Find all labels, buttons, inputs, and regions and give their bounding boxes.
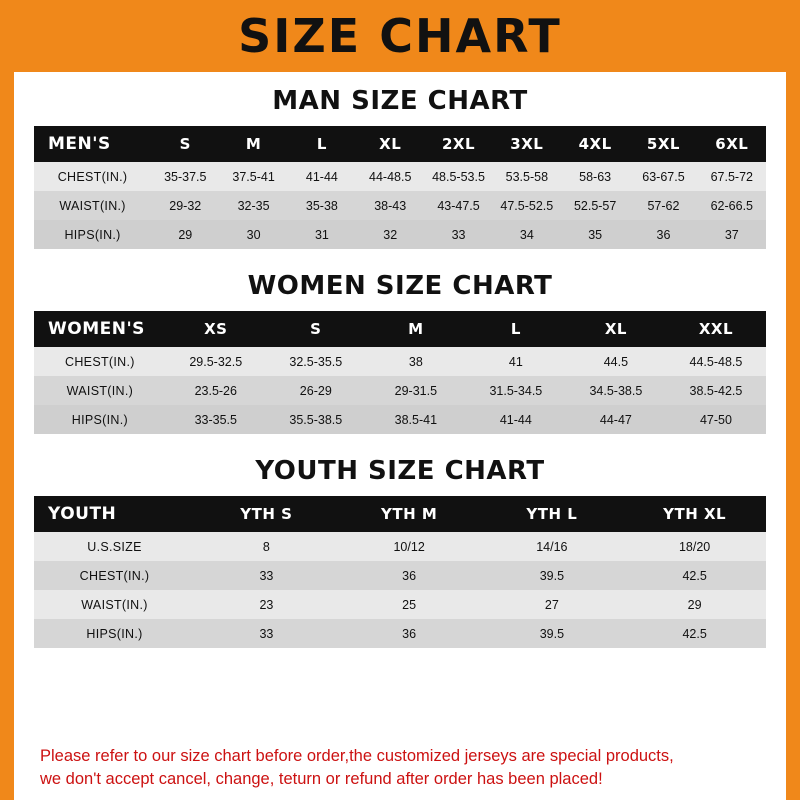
table-cell: 32-35 bbox=[219, 191, 287, 220]
row-label: HIPS(IN.) bbox=[34, 220, 151, 249]
table-row bbox=[34, 561, 766, 590]
table-cell: 35-38 bbox=[288, 191, 356, 220]
table-header-cell: 5XL bbox=[629, 126, 697, 162]
table-cell: 44-47 bbox=[566, 405, 666, 434]
table-cell: 57-62 bbox=[629, 191, 697, 220]
table-header-cell: 2XL bbox=[424, 126, 492, 162]
table-header-cell: L bbox=[466, 311, 566, 347]
row-label: CHEST(IN.) bbox=[34, 347, 166, 376]
table-cell: 29.5-32.5 bbox=[166, 347, 266, 376]
table-header-cell: YTH XL bbox=[623, 496, 766, 532]
youth-size-table bbox=[34, 496, 766, 648]
table-cell: 38.5-41 bbox=[366, 405, 466, 434]
table-header-cell: M bbox=[219, 126, 287, 162]
table-cell: 30 bbox=[219, 220, 287, 249]
table-cell: 36 bbox=[338, 561, 481, 590]
table-cell: 38.5-42.5 bbox=[666, 376, 766, 405]
table-cell: 35.5-38.5 bbox=[266, 405, 366, 434]
women-section-title: WOMEN SIZE CHART bbox=[247, 271, 553, 301]
table-row bbox=[34, 590, 766, 619]
footer-note bbox=[34, 731, 766, 800]
footer-note-line-2: we don't accept cancel, change, teturn or refund after order has been placed! bbox=[40, 769, 603, 788]
row-label: WAIST(IN.) bbox=[34, 191, 151, 220]
table-cell: 31.5-34.5 bbox=[466, 376, 566, 405]
row-label: WAIST(IN.) bbox=[34, 376, 166, 405]
table-header-cell: M bbox=[366, 311, 466, 347]
table-cell: 35 bbox=[561, 220, 629, 249]
table-cell: 26-29 bbox=[266, 376, 366, 405]
table-header-cell: L bbox=[288, 126, 356, 162]
table-cell: 44.5-48.5 bbox=[666, 347, 766, 376]
row-label: CHEST(IN.) bbox=[34, 561, 195, 590]
table-cell: 41-44 bbox=[466, 405, 566, 434]
table-header-cell: YTH S bbox=[195, 496, 338, 532]
table-row bbox=[34, 619, 766, 648]
table-row bbox=[34, 220, 766, 249]
table-cell: 34.5-38.5 bbox=[566, 376, 666, 405]
table-header-cell: YTH L bbox=[481, 496, 624, 532]
row-label: HIPS(IN.) bbox=[34, 405, 166, 434]
table-cell: 38 bbox=[366, 347, 466, 376]
table-cell: 67.5-72 bbox=[698, 162, 766, 191]
page-title: SIZE CHART bbox=[238, 9, 562, 63]
table-cell: 29-31.5 bbox=[366, 376, 466, 405]
table-cell: 37 bbox=[698, 220, 766, 249]
table-header-cell: WOMEN'S bbox=[34, 311, 166, 347]
table-cell: 10/12 bbox=[338, 532, 481, 561]
table-cell: 33-35.5 bbox=[166, 405, 266, 434]
table-cell: 33 bbox=[195, 619, 338, 648]
table-header-row bbox=[34, 126, 766, 162]
table-cell: 41 bbox=[466, 347, 566, 376]
content bbox=[14, 72, 786, 800]
table-header-cell: 3XL bbox=[493, 126, 561, 162]
table-header-cell: YOUTH bbox=[34, 496, 195, 532]
youth-section-title: YOUTH SIZE CHART bbox=[255, 456, 545, 486]
table-row bbox=[34, 191, 766, 220]
table-cell: 25 bbox=[338, 590, 481, 619]
table-header-cell: S bbox=[151, 126, 219, 162]
table-cell: 48.5-53.5 bbox=[424, 162, 492, 191]
table-cell: 29 bbox=[623, 590, 766, 619]
table-cell: 37.5-41 bbox=[219, 162, 287, 191]
table-header-cell: 4XL bbox=[561, 126, 629, 162]
women-size-table bbox=[34, 311, 766, 434]
table-header-cell: XS bbox=[166, 311, 266, 347]
table-cell: 42.5 bbox=[623, 619, 766, 648]
table-cell: 34 bbox=[493, 220, 561, 249]
table-cell: 62-66.5 bbox=[698, 191, 766, 220]
table-cell: 52.5-57 bbox=[561, 191, 629, 220]
table-cell: 29-32 bbox=[151, 191, 219, 220]
row-label: CHEST(IN.) bbox=[34, 162, 151, 191]
table-header-cell: XL bbox=[356, 126, 424, 162]
table-cell: 18/20 bbox=[623, 532, 766, 561]
table-row bbox=[34, 405, 766, 434]
table-header-cell: 6XL bbox=[698, 126, 766, 162]
man-section-title: MAN SIZE CHART bbox=[272, 86, 528, 116]
table-cell: 23 bbox=[195, 590, 338, 619]
table-cell: 33 bbox=[424, 220, 492, 249]
table-header-cell: XXL bbox=[666, 311, 766, 347]
table-cell: 32 bbox=[356, 220, 424, 249]
table-cell: 36 bbox=[338, 619, 481, 648]
table-cell: 44.5 bbox=[566, 347, 666, 376]
table-cell: 39.5 bbox=[481, 561, 624, 590]
table-cell: 32.5-35.5 bbox=[266, 347, 366, 376]
man-size-table bbox=[34, 126, 766, 249]
table-cell: 8 bbox=[195, 532, 338, 561]
table-cell: 38-43 bbox=[356, 191, 424, 220]
table-cell: 53.5-58 bbox=[493, 162, 561, 191]
table-cell: 36 bbox=[629, 220, 697, 249]
table-cell: 29 bbox=[151, 220, 219, 249]
table-cell: 23.5-26 bbox=[166, 376, 266, 405]
table-row bbox=[34, 532, 766, 561]
table-header-cell: S bbox=[266, 311, 366, 347]
table-header-cell: XL bbox=[566, 311, 666, 347]
table-cell: 14/16 bbox=[481, 532, 624, 561]
table-header-cell: YTH M bbox=[338, 496, 481, 532]
table-cell: 47-50 bbox=[666, 405, 766, 434]
row-label: HIPS(IN.) bbox=[34, 619, 195, 648]
banner bbox=[14, 0, 786, 72]
table-cell: 41-44 bbox=[288, 162, 356, 191]
table-cell: 44-48.5 bbox=[356, 162, 424, 191]
table-header-cell: MEN'S bbox=[34, 126, 151, 162]
table-header-row bbox=[34, 311, 766, 347]
table-cell: 33 bbox=[195, 561, 338, 590]
table-cell: 42.5 bbox=[623, 561, 766, 590]
table-row bbox=[34, 376, 766, 405]
table-header-row bbox=[34, 496, 766, 532]
table-cell: 31 bbox=[288, 220, 356, 249]
table-cell: 63-67.5 bbox=[629, 162, 697, 191]
table-row bbox=[34, 347, 766, 376]
table-row bbox=[34, 162, 766, 191]
table-cell: 47.5-52.5 bbox=[493, 191, 561, 220]
table-cell: 39.5 bbox=[481, 619, 624, 648]
footer-note-line-1: Please refer to our size chart before order,the customized jerseys are special products, bbox=[40, 747, 674, 766]
row-label: WAIST(IN.) bbox=[34, 590, 195, 619]
table-cell: 27 bbox=[481, 590, 624, 619]
table-cell: 58-63 bbox=[561, 162, 629, 191]
row-label: U.S.SIZE bbox=[34, 532, 195, 561]
table-cell: 35-37.5 bbox=[151, 162, 219, 191]
table-cell: 43-47.5 bbox=[424, 191, 492, 220]
